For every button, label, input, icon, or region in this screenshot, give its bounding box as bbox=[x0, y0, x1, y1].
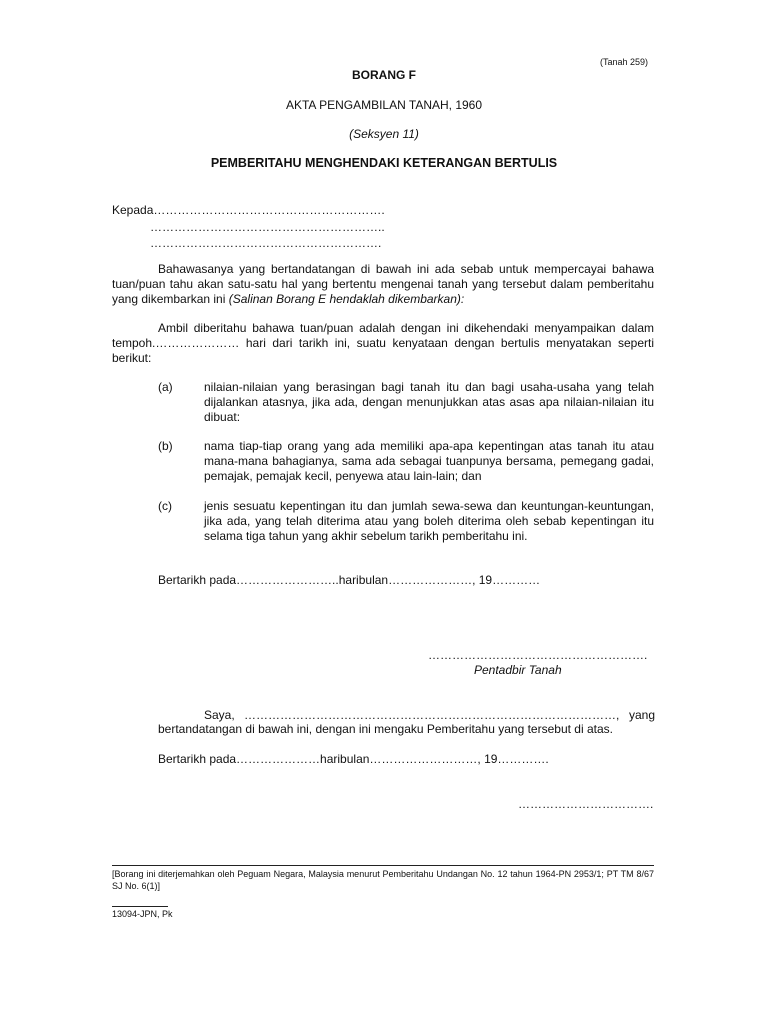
item-c-text: jenis sesuatu kepentingan itu dan jumlah sewa-sewa dan keuntungan-keuntungan, jika ada, yang telah diterima atau yang boleh diterima oleh sebab kepentingan itu selama tiga tahun yang akhir sebelum tarikh pemberitahu ini. bbox=[204, 499, 654, 543]
paragraph-2-text: Ambil diberitahu bahawa tuan/puan adalah dengan ini dikehendaki menyampaikan dalam tempoh.………………… hari dari tarikh ini, suatu kenyataan dengan bertulis menyatakan seperti berikut: bbox=[112, 321, 654, 365]
document-heading: PEMBERITAHU MENGHENDAKI KETERANGAN BERTULIS bbox=[210, 156, 558, 170]
signatory-title: Pentadbir Tanah bbox=[474, 663, 562, 677]
section-reference: (Seksyen 11) bbox=[349, 127, 419, 141]
ack-line-2: bertandatangan di bawah ini, dengan ini mengaku Pemberitahu yang tersebut di atas. bbox=[158, 722, 613, 736]
document-code: 13094-JPN, Pk bbox=[112, 909, 173, 919]
form-reference: (Tanah 259) bbox=[600, 57, 649, 67]
footnote-text: [Borang ini diterjemahkan oleh Peguam Negara, Malaysia menurut Pemberitahu Undangan No. 12 tahun 1964-PN 2953/1; PT TM 8/67 SJ No. 6(1)] bbox=[112, 869, 654, 891]
ack-saya: Saya, bbox=[204, 708, 235, 722]
act-title: AKTA PENGAMBILAN TANAH, 1960 bbox=[285, 98, 483, 112]
paragraph-2 bbox=[112, 321, 654, 366]
form-title: BORANG F bbox=[352, 68, 416, 82]
signature-line-1: ………………………………………………. bbox=[428, 648, 648, 662]
item-b-label: (b) bbox=[158, 439, 173, 453]
paragraph-1 bbox=[112, 262, 654, 307]
date-line-1: Bertarikh pada……………………..haribulan…………………, 19………… bbox=[158, 573, 541, 587]
addressee-line-2: ………………………………………………….. bbox=[150, 220, 385, 234]
signature-line-2: ……………………………. bbox=[518, 797, 654, 811]
ack-dots: …………………………………………………………………………………, bbox=[244, 708, 620, 722]
date-line-2: Bertarikh pada…………………haribulan………………………, 19…………. bbox=[158, 752, 549, 766]
item-c-label: (c) bbox=[158, 499, 172, 513]
item-a-label: (a) bbox=[158, 380, 173, 394]
addressee-line-3: …………………………………………………. bbox=[150, 236, 382, 250]
item-a-text: nilaian-nilaian yang berasingan bagi tanah itu dan bagi usaha-usaha yang telah dijalankan atasnya, jika ada, dengan menunjukkan atas asas apa nilaian-nilaian itu dibuat: bbox=[204, 380, 654, 424]
item-b-text: nama tiap-tiap orang yang ada memiliki apa-apa kepentingan atas tanah itu atau mana-mana bahagianya, sama ada sebagai tuanpunya bersama, pemegang gadai, pemajak, pemajak kecil, penyewa atau lain-lain; dan bbox=[204, 439, 654, 483]
footnote-divider bbox=[112, 865, 654, 866]
addressee-line-1: Kepada…………………………………………………. bbox=[112, 203, 385, 217]
ack-yang: yang bbox=[629, 708, 656, 722]
paragraph-1-text: Bahawasanya yang bertandatangan di bawah ini ada sebab untuk mempercayai bahawa tuan/puan tahu akan satu-satu hal yang bertentu mengenai tanah yang tersebut dalam pemberitahu yang dikembarkan ini bbox=[112, 262, 654, 306]
paragraph-1-italic: (Salinan Borang E hendaklah dikembarkan): bbox=[228, 292, 465, 306]
code-divider bbox=[112, 906, 168, 907]
